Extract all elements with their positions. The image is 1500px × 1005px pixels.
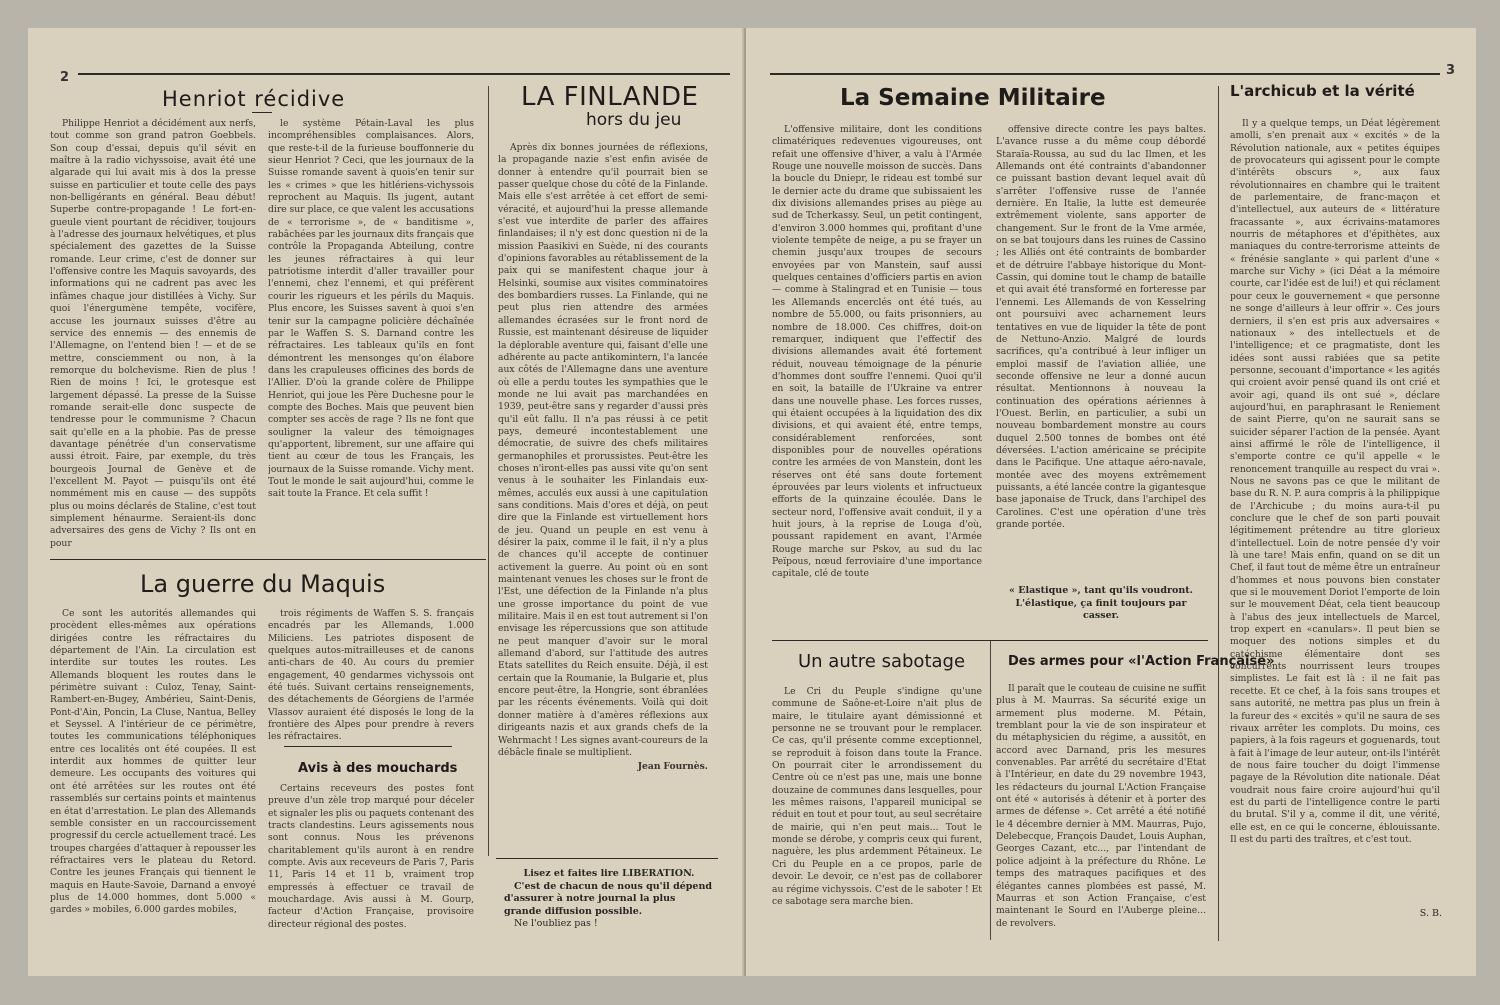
armes-body: Il paraît que le couteau de cuisine ne suffit plus à M. Maurras. Sa sécurité exige un armement plus moderne. M. Pétain, tremblant pour la vie de son inspirateur et du métaphysicien du régime, a aussitôt, en accord avec Darnand, pris les mesures convenables. Par arrêté du secrétaire d'Etat à l'Intérieur, en date du 29 novembre 1943, les rédacteurs du journal L'Action Française ont été « autorisés à détenir et à porter des armes de défense ». Cet arrêté a été notifié le 4 décembre dernier à MM. Maurras, Pujo, Delebecque, François Daudet, Louis Auphan, Georges Cazant, etc..., par l'intendant de police adjoint à la préfecture du Rhône. Le temps des matraques pacifiques et des élégantes cannes plombées est passé, M. Maurras et son Action Française, c'est maintenant le Sourd en l'Auberge pleine... de revolvers. [996,683,1206,929]
left-page [28,28,744,976]
page-number: 3 [1446,63,1456,78]
column-divider [1218,86,1219,941]
maquis-column-1: Ce sont les autorités allemandes qui procèdent elles-mêmes aux opérations dirigées contre les réfractaires du département de l'Ain. La circulation est interdite sur toutes les routes. Les Allemands bloquent les routes dans le périmètre suivant : Culoz, Tenay, Saint-Rambert-en-Bugey, Ambérieu, Saint-Denis, Pont-d'Ain, Poncin, La Cluse, Nantua, Belley et Seyssel. A l'intérieur de ce périmètre, toutes les communications téléphoniques entre ces localités ont été coupées. Il est interdit aux hommes de quitter leur demeure. Les occupants des voitures qui ont été arrêtées sur les routes ont été rassemblés sur certains points et maintenus en état d'arrestation. Le plan des Allemands semble consister en un raccourcissement progressif du cercle actuellement tracé. Les troupes chargées d'attaquer à repousser les réfractaires vers le plateau du Retord. Contre les jeunes Français qui tiennent le maquis en Haute-Savoie, Darnand a envoyé plus de 14.000 hommes, dont 5.000 « gardes » mobiles, 6.000 gardes mobiles, [50,608,256,916]
quote-line-2: L'élastique, ça finit toujours par casser. [1015,597,1187,621]
liberation-notice [504,868,714,931]
title-underline [252,112,272,113]
article-title-mouchards: Avis à des mouchards [298,761,458,776]
page-number: 2 [60,70,70,85]
maquis-column-2: trois régiments de Waffen S. S. français encadrés par les Allemands, 1.000 Miliciens. Les patriotes disposent de quelques autos-mitrailleuses et de canons anti-chars de 40. Au cours du premier engagement, 40 gendarmes vichyssois ont été tués. Suivant certains renseignements, des détachements de Géorgiens de l'armée Vlassov auraient été disposés le long de la frontière des Alpes pour prendre à revers les réfractaires. [268,608,474,743]
top-rule [78,73,730,75]
semaine-column-1: L'offensive militaire, dont les conditions climatériques redevenues vigoureuses, ont refait une offensive d'hiver, a valu à l'Armée Rouge une nouvelle moisson de succès. Dans la boucle du Dniepr, le rideau est tombé sur le dernier acte du drame que subissaient les dix divisions allemandes prises au piège au sud de Tcherkassy. Seul, un petit contingent, d'environ 3.000 hommes qui, profitant d'une violente tempête de neige, a pu se frayer un chemin jusqu'aux troupes de secours envoyées par von Manstein, sauf aussi quelques centaines d'officiers partis en avion — comme à Stalingrad et en Tunisie — tous les Allemands encerclés ont été tués, au nombre de 55.000, ou faits prisonniers, au nombre de 18.000. Ces chiffres, doit-on remarquer, indiquent que l'effectif des divisions allemandes avait été fortement réduit, nouveau témoignage de la pénurie d'hommes dont souffre l'ennemi. Quoi qu'il en soit, la bataille de l'Ukraine va entrer dans une nouvelle phase. Les forces russes, qui étaient occupées à la liquidation des dix divisions, et qui avaient été, entre temps, considérablement renforcées, sont disponibles pour de nouvelles opérations contre les armées de von Manstein, dont les réserves ont été sans doute fortement éprouvées par leurs violents et infructueux efforts de la quinzaine écoulée. Dans le secteur nord, l'offensive avait conduit, il y a huit jours, à la reprise de Louga d'où, poussant rapidement en avant, l'Armée Rouge marche sur Pskov, au sud du lac Peïpous, nœud ferroviaire d'une importance capitale, clé de toute [772,124,982,580]
section-rule [284,746,452,747]
sabotage-body: Le Cri du Peuple s'indigne qu'une commune de Saône-et-Loire n'ait plus de maire, le titulaire ayant démissionné et personne ne se trouvant pour le remplacer. Ce cas, qu'il présente comme exceptionnel, se reproduit à foison dans toute la France. On pourrait citer le arrondissement du Centre où ce n'est pas une, mais une bonne douzaine de communes dans lesquelles, pour les mêmes raisons, l'appareil municipal se réduit en tout et pour tout, au seul secrétaire de mairie, qui n'en peut mais... Tout le monde se dérobe, y compris ceux qui furent, naguère, les plus ardemment Pétaineux. Le Cri du Peuple en a ce propos, parle de devoir. Le devoir, ce n'est pas de collaborer au régime vichyssois. C'est de le saboter ! Et ce sabotage sera marche bien. [772,686,982,907]
finlande-signature: Jean Fournès. [637,761,708,773]
right-page [744,28,1476,976]
article-title-armes: Des armes pour «l'Action Française» [1008,654,1275,669]
top-rule [770,73,1440,75]
archicube-body: Il y a quelque temps, un Déat légèrement amolli, s'en prenait aux « excités » de la Révolution nationale, aux « petites équipes de provocateurs qui agissent pour le compte d'intérêts obscurs », aux faux révolutionnaires en chambre qui le traitent de parlementaire, de franc-maçon et d'intellectuel, aux auteurs de « littérature fracassante », aux écrivains-matamores nourris de métaphores et d'épithètes, aux maniaques du contre-terrorisme atteints de « frénésie sanglante » qui parlent d'une « marche sur Vichy » (ici Déat a la mémoire courte, car l'idée est de lui!) et qui réclament pour ceux le gouvernement « que personne ne songe d'ailleurs à leur offrir ». Ces jours derniers, il s'en est pris aux adversaires « nationaux » des intellectuels et de l'intelligence; et ce pragmatiste, dont les idées sont aussi rabiées que sa petite personne, secouant d'importance « les agités qui croient avoir pensé quand ils ont crié et avoir agi, quand ils ont sué », déclare aujourd'hui, en paraphrasant le Reniement de saint Pierre, qu'on ne saurait sans se suicider séparer l'action de la pensée. Ayant ainsi affirmé le rôle de l'intelligence, il s'emporte contre ce qu'il appelle « le renoncement tranquille au respect du vrai ». Nous ne savons pas ce que le militant de base du R. N. P. aura compris à la philippique de l'Archicube ; du moins aura-t-il pu conclure que le chef de son parti pouvait légitimement prétendre au titre glorieux d'intellectuel. Loin de notre pensée d'y voir là une tare! Mais enfin, quand on se dit un Chef, il faut tout de même être un entraîneur d'hommes et nous pouvons bien constater que si le mouvement Doriot l'emporte de loin sur le mouvement Déat, cela tient beaucoup à l'abus des jeux intellectuels de Marcel, trop expert en «canulars». Il peut bien se moquer des notions simples et du catéchisme élémentaire dont ses concurrents nourrissent leurs troupes simplistes. Le fait est là : il ne fait pas recette. Et ce chef, à la fois sans troupes et sans autorité, ne mettra pas plus un frein à la fureur des « excités » qu'il ne saura de ses rivaux arrêter les complots. Du moins, ces papiers, à la fois rageurs et goguenards, tout à fait à l'image de leur auteur, ont-ils l'intérêt de nous faire toucher du doigt l'immense pagaye de la Révolution dite nationale. Déat voudrait nous faire croire aujourd'hui qu'il est du parti de l'intelligence contre le parti du brutal. S'il y a, comme il dit, une vérité, elle est, en ce qui le concerne, éblouissante. Il est du parti des traîtres, et c'est tout. [1230,118,1440,845]
henriot-column-2: le système Pétain-Laval les plus incompréhensibles complaisances. Alors, que reste-t-il de la furieuse bouffonnerie du sieur Henriot ? Ceci, que les journaux de la Suisse romande savent à quois'en tenir sur les « crimes » que les hitlériens-vichyssois reprochent au Maquis. Ils jugent, autant dire sur place, ce que valent les accusations de « terrorisme », de « banditisme », rabâchées par les journaux dits français que contrôle la Propaganda Abteilung, contre les jeunes réfractaires à qui leur patriotisme interdit d'aller travailler pour l'ennemi, chez l'ennemi, et qui préfèrent courir les rigueurs et les périls du Maquis. Plus encore, les Suisses savent à quoi s'en tenir sur la campagne policière déchaînée par le Waffen S. S. Darnand contre les réfractaires. Les tableaux qu'ils en font démontrent les mensonges qu'on élabore dans les crapuleuses officines des bords de l'Allier. D'où la grande colère de Philippe Henriot, qui joue les Père Duchesne pour le compte des Boches. Mais que peuvent bien compter ses accès de rage ? Ils ne font que souligner la valeur des témoignages qu'apportent, librement, sur une affaire qui tient au cœur de tous les Français, les journaux de la Suisse romande. Vichy ment. Tout le monde le sait aujourd'hui, comme le sait toute la France. Et cela suffit ! [268,118,474,500]
liberation-line-1: Lisez et faites lire LIBERATION. [523,868,695,879]
henriot-column-1: Philippe Henriot a décidément aux nerfs, tout comme son grand patron Goebbels. Son coup d'essai, depuis qu'il sévit en maître à la radio vichyssoise, avait été une algarade qui lui avait mis à dos la presse suisse en particulier et toute celle des pays non-belligérants en général. Beau début! Superbe contre-propagande ! Le fort-en-gueule vient pourtant de récidiver, toujours à l'adresse des journaux helvétiques, et plus spécialement des gazettes de la Suisse romande. Leur crime, c'est de donner sur l'offensive contre les Maquis savoyards, des informations qui ne cadrent pas avec les infâmes chaque jour distillées à Vichy. Sur quoi l'énergumène tempête, vocifère, accuse les journaux suisses d'être au service des ennemis — des ennemis de l'Allemagne, on l'entend bien ! — et de se mettre, consciemment ou non, à la remorque du bolchevisme. Rien de plus ! Rien de moins ! Ici, le grotesque est largement dépassé. La presse de la Suisse romande serait-elle donc suspecte de tendresse pour le communisme ? Chacun sait qu'elle en a la phobie. Pas de presse davantage pénétrée d'un conservatisme aussi étroit. Faire, par exemple, du très bourgeois Journal de Genève et de l'excellent M. Payot — puisqu'ils ont été nommément mis en cause — des suppôts plus ou moins déclarés de Staline, c'est tout simplement hénaurme. Seraient-ils donc adversaires des gens de Vichy ? Ils ont en pour [50,118,256,549]
newspaper-spread [28,28,1474,976]
archicube-signature: S. B. [1419,908,1442,919]
section-rule [50,559,486,560]
quote-line-1: « Elastique », tant qu'ils voudront. [1009,585,1193,596]
section-rule [496,858,718,859]
semaine-column-2: offensive directe contre les pays baltes. L'avance russe a du même coup débordé Staraïa-Roussa, au sud du lac Ilmen, et les Allemands ont été contraints d'abandonner ce puissant bastion devant lequel avait dû s'arrêter l'offensive russe de l'année dernière. En Italie, la lutte est demeurée extrêmement violente, sans apporter de changement. Sur le front de la Vme armée, on se bat toujours dans les ruines de Cassino ; les Alliés ont été contraints de bombarder et de détruire l'abbaye historique du Mont-Cassin, qui domine tout le champ de bataille et qui avait été transformé en forteresse par l'ennemi. Les Allemands de von Kesselring ont poursuivi avec acharnement leurs tentatives en vue de liquider la tête de pont de Nettuno-Anzio. Malgré de lourds sacrifices, qu'a contribué à leur infliger un emploi massif de l'aviation alliée, une seconde offensive ne leur a donné aucun résultat. Mentionnons à nouveau la continuation des opérations aériennes à l'Ouest. Berlin, en particulier, a subi un nouveau bombardement monstre au cours duquel 2.500 tonnes de bombes ont été déversées. L'action américaine se précipite dans le Pacifique. Une attaque aéro-navale, montée avec des moyens extrêmement puissants, a été lancée contre la gigantesque base japonaise de Truck, dans l'archipel des Carolines. C'est une opération d'une très grande portée. [996,124,1206,530]
column-divider [990,640,991,940]
article-title-finlande: LA FINLANDE [521,82,699,112]
liberation-line-3: Ne l'oubliez pas ! [514,918,598,929]
article-title-maquis: La guerre du Maquis [140,570,386,598]
article-title-semaine-militaire: La Semaine Militaire [840,85,1106,111]
liberation-line-2: C'est de chacun de nous qu'il dépend d'assurer à notre journal la plus grande diffusion possible. [504,880,713,917]
elastique-quote [996,585,1206,623]
mouchards-body: Certains receveurs des postes font preuve d'un zèle trop marqué pour déceler et signaler les plis ou paquets contenant des tracts clandestins. Leurs agissements nous sont connus. Nous les prévenons charitablement qu'ils auront à en rendre compte. Avis aux receveurs de Paris 7, Paris 11, Paris 14 et 11 b, vraiment trop empressés à effectuer ce travail de mouchardage. Avis aussi à M. Gourp, facteur d'Action Française, provisoire directeur régional des postes. [268,783,474,930]
article-subtitle-finlande: hors du jeu [586,110,682,130]
column-divider [488,86,489,856]
article-title-sabotage: Un autre sabotage [798,651,966,672]
article-title-archicube: L'archicub et la vérité [1230,82,1415,100]
article-title-henriot: Henriot récidive [162,87,346,111]
section-rule [772,640,1208,641]
finlande-body: Après dix bonnes journées de réflexions, la propagande nazie s'est enfin avisée de donner à entendre qu'il pourrait bien se passer quelque chose du côté de la Finlande. Mais elle s'est arrêtée à cet effort de semi-véracité, et aujourd'hui la presse allemande s'est vue interdite de parler des affaires finlandaises; il n'y est donc question ni de la mission Paasikivi en Suède, ni des courants d'opinions favorables au rétablissement de la paix qui se manifestent chaque jour à Helsinki, soumise aux visites comminatoires des bombardiers russes. La Finlande, qui ne peut plus rien attendre des armées allemandes écrasées sur le front nord de Russie, est maintenant désireuse de liquider la déplorable aventure qui, faisant d'elle une adhérente au pacte antikomintern, l'a lancée aux côtés de l'Allemagne dans une aventure où elle a perdu toutes les sympathies que le monde ne lui avait pas marchandées en 1939, peut-être sans y regarder d'aussi près qu'il eût fallu. Il n'a pas réussi à ce petit pays, demeuré incontestablement une démocratie, de suivre des chefs militaires germanophiles et prorussistes. Peut-être les choses n'iront-elles pas aussi vite qu'on sent venus à le souhaiter les Finlandais eux-mêmes, acculés eux aussi à une capitulation sans conditions. Mais d'ores et déjà, on peut dire que la Finlande est virtuellement hors de jeu. Quand un peuple en est venu à désirer la paix, comme il le fait, il n'y a plus de chances qu'il accepte de continuer activement la guerre. Au point où en sont maintenant venues les choses sur le front de l'Est, une défection de la Finlande n'a plus une grosse importance du point de vue militaire. Mais il en est tout autrement si l'on envisage les répercussions que son attitude ne peut manquer d'avoir sur le moral allemand d'abord, sur l'attitude des autres Etats satellites du Reich ensuite. Déjà, il est certain que la Roumanie, la Bulgarie et, plus encore peut-être, la Hongrie, sont ébranlées par les récents événements. Voilà qui doit donner matière à d'amères réflexions aux dirigeants nazis et aux grands chefs de la Wehrmacht ! Les signes avant-coureurs de la débâcle finale se multiplient. Jean Fournès. [498,142,708,773]
